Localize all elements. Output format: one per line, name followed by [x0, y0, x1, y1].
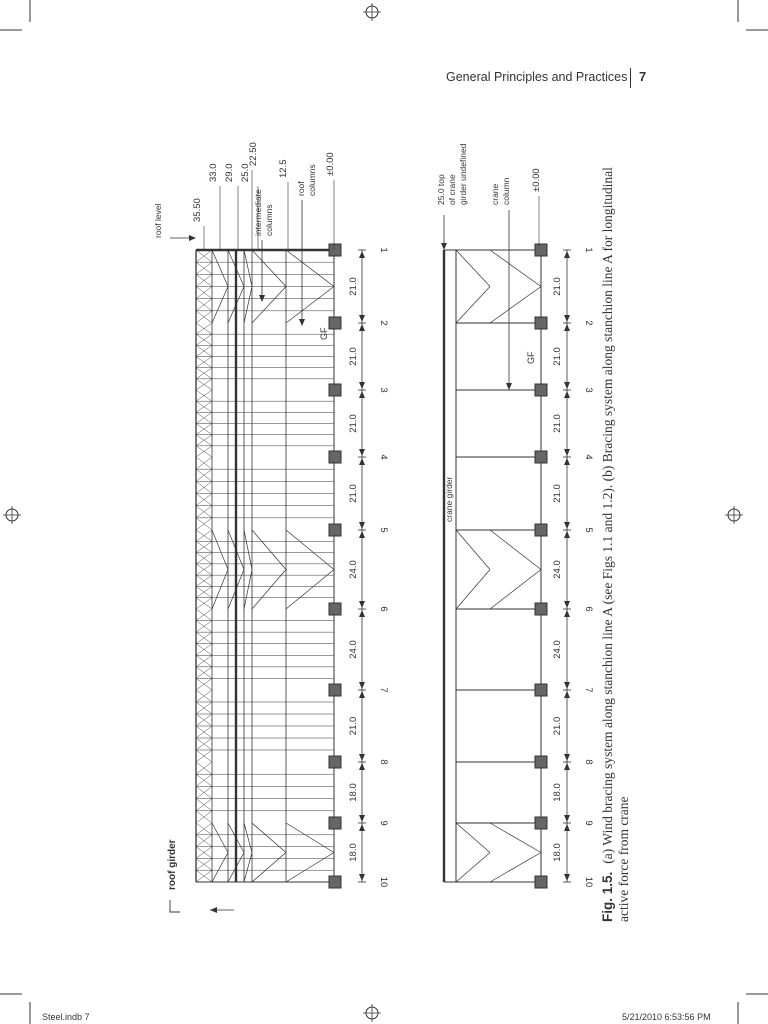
axis-number: 1 [583, 247, 594, 253]
axis-number: 9 [583, 820, 594, 826]
dimension-arrow [359, 382, 365, 389]
page-number: 7 [639, 69, 647, 84]
level-value: ±0.00 [325, 152, 336, 176]
level-value: 33.0 [208, 163, 219, 182]
figure-part-a [153, 142, 389, 913]
vertical-bracing [244, 287, 252, 324]
axis-number: 1 [378, 247, 389, 253]
dimension-arrow [564, 815, 570, 822]
roof-girder-bracket [170, 900, 180, 912]
vertical-bracing [244, 250, 252, 287]
vertical-bracing [212, 823, 228, 853]
axis-number: 10 [583, 876, 594, 888]
footer-timestamp: 5/21/2010 6:53:56 PM [622, 1012, 711, 1022]
dimension-arrow [359, 391, 365, 398]
dimension-arrow [359, 315, 365, 322]
bay-spacing-label: 18.0 [348, 843, 359, 862]
roof-level-arrow [189, 235, 196, 241]
bay-spacing-label: 21.0 [348, 414, 359, 433]
crane-bracing [490, 250, 541, 287]
vertical-bracing [286, 250, 334, 287]
dimension-arrow [359, 251, 365, 258]
bay-spacing-label: 21.0 [348, 347, 359, 366]
stanchion-marker [535, 524, 547, 536]
bay-spacing-label: 21.0 [348, 277, 359, 296]
dimension-arrow [359, 531, 365, 538]
crane-bracing [490, 530, 541, 570]
vertical-bracing [244, 570, 252, 610]
bay-spacing-label: 18.0 [552, 783, 563, 802]
stanchion-marker [329, 684, 341, 696]
crane-bracing [490, 823, 541, 853]
crane-column-arrow [506, 383, 512, 390]
dimension-arrow [359, 874, 365, 881]
crane-column-label: crane [490, 183, 500, 205]
crane-bracing [456, 570, 490, 610]
axis-number: 7 [378, 687, 389, 693]
dimension-arrow [359, 815, 365, 822]
vertical-bracing [286, 853, 334, 883]
axis-number: 5 [583, 527, 594, 533]
bay-spacing-label: 24.0 [348, 640, 359, 659]
axis-number: 4 [583, 454, 594, 460]
bay-spacing-label: 24.0 [552, 560, 563, 579]
vertical-bracing [212, 853, 228, 883]
dimension-arrow [564, 874, 570, 881]
stanchion-marker [535, 317, 547, 329]
bay-spacing-label: 21.0 [552, 347, 563, 366]
roof-columns-label: columns [307, 164, 317, 196]
stanchion-marker [329, 756, 341, 768]
dimension-arrow [359, 610, 365, 617]
dimension-arrow [564, 449, 570, 456]
gf-label: GF [526, 351, 536, 364]
dimension-arrow [359, 522, 365, 529]
level-value: 35.50 [192, 198, 203, 222]
level-value: 22.50 [248, 142, 259, 166]
bay-spacing-label: 21.0 [552, 277, 563, 296]
dimension-arrow [359, 682, 365, 689]
bay-spacing-label: 21.0 [348, 716, 359, 736]
roof-girder-label: roof girder [167, 839, 178, 890]
stanchion-marker [535, 603, 547, 615]
vertical-bracing [244, 823, 252, 853]
dimension-arrow [564, 610, 570, 617]
axis-number: 10 [378, 876, 389, 888]
stanchion-marker [535, 244, 547, 256]
axis-number: 3 [583, 387, 594, 393]
dimension-arrow [359, 763, 365, 770]
vertical-bracing [212, 250, 228, 287]
crane-girder-level-label: 25.0 top [436, 174, 446, 205]
dimension-arrow [564, 522, 570, 529]
axis-number: 6 [583, 606, 594, 612]
dimension-arrow [359, 691, 365, 698]
running-title: General Principles and Practices [446, 70, 628, 84]
dimension-arrow [564, 763, 570, 770]
dimension-arrow [564, 531, 570, 538]
bay-spacing-label: 21.0 [552, 414, 563, 433]
stanchion-marker [329, 603, 341, 615]
crane-bracing [456, 823, 490, 853]
vertical-bracing [252, 823, 286, 853]
crane-girder-level-arrow [441, 243, 447, 250]
footer-file: Steel.indb 7 [42, 1012, 90, 1022]
dimension-arrow [564, 754, 570, 761]
figure-label: Fig. 1.5. [600, 871, 615, 922]
stanchion-marker [535, 451, 547, 463]
caption-text: (a) Wind bracing system along stanchion line A (see Figs 1.1 and 1.2). (b) Bracing system along stanchion line A for longitudinal active force from crane [600, 167, 631, 922]
dimension-arrow [564, 251, 570, 258]
vertical-bracing [244, 530, 252, 570]
crane-girder-level-label: of crane [447, 174, 457, 205]
axis-number: 7 [583, 687, 594, 693]
crane-bracing [456, 250, 490, 287]
intermediate-columns-label: columns [264, 204, 274, 236]
dimension-arrow [564, 391, 570, 398]
stanchion-marker [535, 876, 547, 888]
vertical-bracing [212, 570, 228, 610]
level-value: 25.0 [240, 163, 251, 182]
vertical-bracing [286, 570, 334, 610]
dimension-arrow [359, 754, 365, 761]
crane-bracing [456, 853, 490, 883]
bay-spacing-label: 24.0 [552, 640, 563, 659]
stanchion-marker [535, 384, 547, 396]
crane-bracing [456, 530, 490, 570]
crane-girder-label: crane girder [444, 476, 454, 522]
crane-bracing [456, 287, 490, 324]
dimension-arrow [564, 315, 570, 322]
figure-caption [600, 142, 632, 922]
stanchion-marker [535, 684, 547, 696]
crane-bracing [490, 853, 541, 883]
crane-bracing [490, 287, 541, 324]
vertical-bracing [252, 287, 286, 324]
level-value: 12.5 [278, 159, 289, 178]
bay-spacing-label: 18.0 [552, 843, 563, 862]
axis-number: 8 [583, 759, 594, 765]
axis-number: 9 [378, 820, 389, 826]
stanchion-marker [329, 317, 341, 329]
dimension-arrow [359, 324, 365, 331]
vertical-bracing [286, 823, 334, 853]
dimension-arrow [564, 691, 570, 698]
stanchion-marker [329, 451, 341, 463]
dimension-arrow [564, 324, 570, 331]
axis-number: 2 [378, 320, 389, 326]
axis-number: 3 [378, 387, 389, 393]
roof-columns-label: roof [296, 181, 306, 196]
bay-spacing-label: 24.0 [348, 560, 359, 579]
bay-spacing-label: 21.0 [552, 716, 563, 736]
axis-number: 6 [378, 606, 389, 612]
vertical-bracing [212, 530, 228, 570]
dimension-arrow [564, 382, 570, 389]
level-value: 29.0 [224, 163, 235, 182]
dimension-arrow [564, 458, 570, 465]
stanchion-marker [329, 524, 341, 536]
bay-spacing-label: 21.0 [348, 484, 359, 503]
axis-number: 8 [378, 759, 389, 765]
bay-spacing-label: 18.0 [348, 783, 359, 802]
crane-bracing [490, 570, 541, 610]
dimension-arrow [359, 824, 365, 831]
figure-part-b [436, 143, 594, 888]
registration-marks [3, 3, 743, 1022]
roof-columns-arrow [299, 319, 305, 326]
vertical-bracing [286, 530, 334, 570]
dimension-arrow [564, 601, 570, 608]
axis-number: 2 [583, 320, 594, 326]
axis-number: 5 [378, 527, 389, 533]
vertical-bracing [244, 853, 252, 883]
stanchion-marker [329, 384, 341, 396]
vertical-bracing [252, 570, 286, 610]
vertical-bracing [286, 287, 334, 324]
vertical-bracing [212, 287, 228, 324]
crane-girder-level-label: girder undefined [458, 143, 468, 205]
dimension-arrow [359, 458, 365, 465]
crane-column-label: column [501, 177, 511, 205]
axis-number: 4 [378, 454, 389, 460]
vertical-bracing [252, 250, 286, 287]
gf-label: GF [319, 327, 329, 340]
stanchion-marker [535, 756, 547, 768]
stanchion-marker [329, 244, 341, 256]
stanchion-marker [329, 817, 341, 829]
dimension-arrow [564, 682, 570, 689]
dimension-arrow [359, 601, 365, 608]
roof-level-label: roof level [153, 203, 163, 238]
bay-spacing-label: 21.0 [552, 484, 563, 503]
intermediate-columns-label: intermediate [253, 189, 263, 236]
vertical-bracing [252, 530, 286, 570]
stanchion-marker [535, 817, 547, 829]
roof-girder-arrow [210, 907, 217, 913]
dimension-arrow [564, 824, 570, 831]
stanchion-marker [329, 876, 341, 888]
dimension-arrow [359, 449, 365, 456]
vertical-bracing [252, 853, 286, 883]
base-level-value: ±0.00 [531, 168, 542, 192]
